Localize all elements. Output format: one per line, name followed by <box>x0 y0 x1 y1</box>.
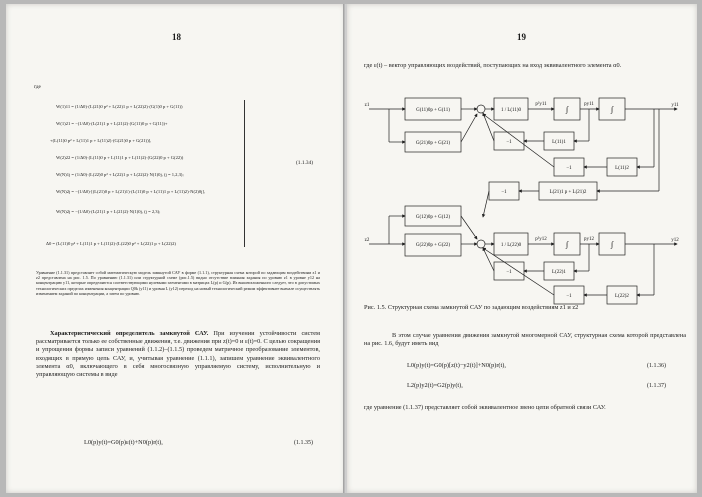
page-number-right: 19 <box>517 32 526 42</box>
label-minus1-mid: −1 <box>501 190 507 195</box>
label-l11-1: L(11)1 <box>552 140 566 145</box>
label-l22-2: L(22)2 <box>615 294 629 299</box>
label-g12: G(12)0p + G(12) <box>415 215 451 220</box>
equation-w21-cont: +(L(11)0 p² + L(11)1 p + L(11)2)·(G(21)0 p + G(21))], <box>50 138 152 143</box>
where-label: где <box>34 84 41 90</box>
integral-symbol-bot-1: ∫ <box>565 240 569 249</box>
label-g21: G(21)0p + G(21) <box>415 141 451 146</box>
equation-w11: W(1)11 = (1/Δ0)·(L(21)0 p² + L(22)1 p + L(22)2)·(G(1)0 p + G(11)) <box>56 104 183 109</box>
label-l11-2: L(11)2 <box>615 166 629 171</box>
equation-system-bracket <box>244 100 251 247</box>
label-inv-l11: 1 / L(11)0 <box>500 108 522 113</box>
label-g11: G(11)0p + G(11) <box>416 108 450 113</box>
equation-1137: L2(p)y2(t)=G2(p)y(t), <box>407 382 463 389</box>
label-minus1-top-2: −1 <box>566 166 572 171</box>
heading-characteristic: Характеристический определитель замкнутой САУ. <box>50 330 209 337</box>
equation-wn2j: W(N)2j = −(1/Δ0)·[(L(21)0 p + L(21)1)·(L(11)0 p + L(11)1 p + L(11)2)·N(2)0j], <box>56 189 206 194</box>
equation-1136: L0(p)y(t)=G0(p)[z(t)−y2(t)]+N0(p)r(t), <box>407 362 506 369</box>
equation-w22: W(2)22 = (1/Δ0)·(L(11)0 p + L(11)1 p + L(11)2)·(G(22)0 p + G(22)) <box>56 155 184 160</box>
label-z1: z1 <box>364 103 370 108</box>
paragraph-feedback: где уравнение (1.1.37) представляет собой эквивалентное звено цепи обратной связи САУ. <box>364 404 606 411</box>
summer-bottom-1 <box>477 240 485 248</box>
right-page <box>347 4 697 493</box>
structural-diagram <box>359 84 694 309</box>
equation-1135: L0(p)y(t)=G0(p)ε(t)+N0(p)r(t), <box>84 439 163 446</box>
equation-wn2j-b: W(N)2j = −(1/Δ0)·(L(21)1 p + L(21)2)·N(1)0j, (j = 2,3); <box>56 209 161 214</box>
integral-symbol-top-1: ∫ <box>565 105 569 114</box>
label-l22-1: L(22)1 <box>552 270 566 275</box>
paragraph-model: Уравнение (1.1.31) представляет собой математическую модель замкнутой САУ в форме (1.1.1), структурная схема которой по задающим воздействиям z1 и z2 представлена на рис. 1.5. По уравнению (1.1.31) или структурной схеме (рис.1.5) видно отсутствие влияния задания по уровню z1 в уровне y12 на концентрацию y11, которые определяются соответствующими нулевыми элементами в матрицах L(p) и G(p). Из вышеизложенного следует, что в допустимых технологических пределах изменения концентрации Q0k (y11) и уровня L (y12) переход на новый технологический режим эффективнее вначале осуществлять изменением заданий по концентрации, а затем по уровню. <box>36 270 320 296</box>
label-y11: y11 <box>671 103 679 108</box>
paragraph-intro: где ε(t) – вектор управляющих воздействий, поступающих на вход эквивалентного элемента α0. <box>364 62 622 69</box>
label-inv-l22: 1 / L(22)0 <box>500 243 522 248</box>
equation-number-1137: (1.1.37) <box>647 383 666 389</box>
paragraph-characteristic <box>36 330 320 379</box>
integral-symbol-top-2: ∫ <box>610 105 614 114</box>
paragraph-equations: В этом случае уравнения движения замкнутой многомерной САУ, структурная схема которой представлена на рис. 1.6, будут иметь вид <box>364 332 686 348</box>
label-py12: py12 <box>584 237 594 242</box>
label-minus1-bot: −1 <box>506 270 512 275</box>
page-number-left: 18 <box>172 32 181 42</box>
equation-wn1j: W(N)1j = (1/Δ0)·(L(22)0 p² + L(22)1 p + L(22)2)·N(1)0j, (j = 1,2,3); <box>56 172 184 177</box>
paragraph-characteristic-text: При изучении устойчивости систем рассматривается только ее собственные движения, т.е. движения при z(t)=0 и ε(t)=0. С целью сокращения и упрощения формы записи уравнений (1.1.2)–(1.1.5) проведем матричное преобразование элементов, входящих в прямую цепь САУ, и, учитывая уравнение (1.1.1), запишем уравнение эквивалентного элемента α0, включающего в себя многосвязную управляемую систему, исполнительную и управляющую системы в виде <box>36 330 320 379</box>
equation-delta0: Δ0 = (L(11)0 p² + L(11)1 p + L(11)2)·(L(22)0 p² + L(22)1 p + L(22)2) <box>46 241 176 246</box>
equation-w21: W(1)21 = −(1/Δ0)·(L(21)1 p + L(21)2)·(G(11)0 p + G(11))+ <box>56 121 168 126</box>
label-minus1-bot-2: −1 <box>566 294 572 299</box>
label-l21: L(21)1 p + L(21)2 <box>549 190 587 195</box>
equation-number-1134: (1.1.34) <box>296 160 314 166</box>
equation-number-1136: (1.1.36) <box>647 363 666 369</box>
label-z2: z2 <box>364 238 370 243</box>
label-y12: y12 <box>671 238 679 243</box>
label-py11: py11 <box>584 102 594 107</box>
figure-caption: Рис. 1.5. Структурная схема замкнутой САУ по задающим воздействиям z1 и z2 <box>364 304 579 311</box>
label-minus1-top: −1 <box>506 140 512 145</box>
label-g22: G(22)0p + G(22) <box>415 243 451 248</box>
equation-number-1135: (1.1.35) <box>294 440 313 446</box>
label-p2y11: p²y11 <box>535 102 547 107</box>
integral-symbol-bot-2: ∫ <box>610 240 614 249</box>
label-p2y12: p²y12 <box>535 237 547 242</box>
summer-top-1 <box>477 105 485 113</box>
left-page <box>6 4 345 493</box>
